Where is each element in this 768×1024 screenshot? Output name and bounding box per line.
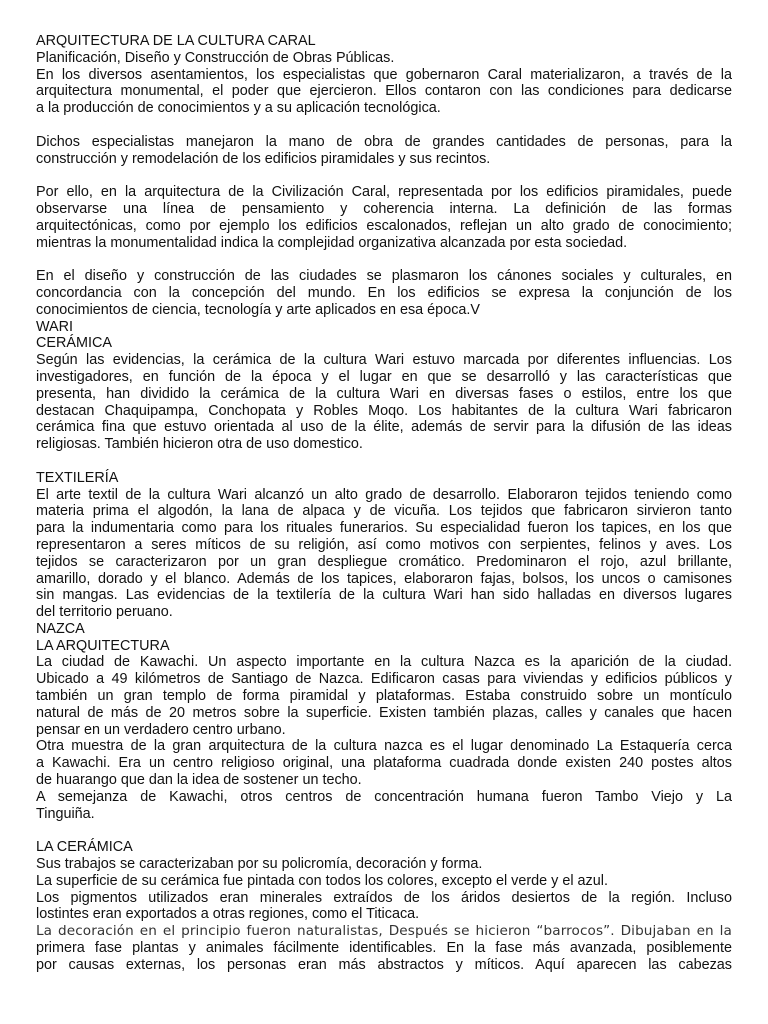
text-line: La ciudad de Kawachi. Un aspecto importante en la cultura Nazca es la aparición de la ciudad.	[36, 654, 732, 671]
text-line: En los diversos asentamientos, los especialistas que gobernaron Caral materializaron, a través de la	[36, 66, 732, 83]
text-line: mientras la monumentalidad indica la complejidad organizativa alcanzada por esta sociedad.	[36, 234, 628, 251]
text-line: Otra muestra de la gran arquitectura de la cultura nazca es el lugar denominado La Estaquería cerca	[36, 738, 732, 755]
text-line: observarse una línea de pensamiento y coherencia interna. La definición de las formas	[36, 200, 732, 217]
text-line: presenta, han dividido la cerámica de la cultura Wari en diversas fases o estilos, entre los que	[36, 385, 732, 402]
paragraph-spacer	[36, 251, 732, 268]
text-line: por causas externas, los personas eran más abstractos y míticos. Aquí aparecen las cabezas	[36, 956, 732, 973]
paragraph-nazca-ceramica-1	[36, 856, 732, 873]
heading-textileria	[36, 470, 732, 487]
text-line: amarillo, dorado y el blanco. Además de los tapices, elaboraron fajas, bolsos, los uncos o camisones	[36, 570, 732, 587]
title-caral	[36, 33, 732, 50]
text-line: Planificación, Diseño y Construcción de Obras Públicas.	[36, 49, 395, 66]
paragraph-nazca-3	[36, 789, 732, 823]
paragraph-spacer	[36, 167, 732, 184]
document-page	[36, 33, 732, 974]
text-line: arquitectónicas, como por ejemplo los edificios escalonados, reflejan un alto grado de conocimiento;	[36, 217, 732, 234]
paragraph-nazca-ceramica-3	[36, 890, 732, 924]
text-line: conocimientos de ciencia, tecnología y arte aplicados en esa época.V	[36, 301, 480, 318]
text-line: concordancia con la concepción del mundo. En los edificios se expresa la conjunción de los	[36, 284, 732, 301]
heading-ceramica-wari	[36, 335, 732, 352]
text-line: a la producción de conocimientos y a su aplicación tecnológica.	[36, 100, 441, 117]
paragraph-nazca-1	[36, 654, 732, 738]
text-line: Sus trabajos se caracterizaban por su policromía, decoración y forma.	[36, 856, 483, 873]
paragraph-spacer	[36, 822, 732, 839]
text-line: NAZCA	[36, 620, 85, 637]
text-line: Por ello, en la arquitectura de la Civilización Caral, representada por los edificios piramidales, puede	[36, 184, 732, 201]
subtitle-planificacion	[36, 50, 732, 67]
text-line: Tinguiña.	[36, 805, 95, 822]
text-line: también un gran templo de forma piramidal y plataformas. Estaba construido sobre un montículo	[36, 688, 732, 705]
text-line: destacan Chaquipampa, Conchopata y Robles Moqo. Los habitantes de la cultura Wari fabricaron	[36, 402, 732, 419]
paragraph-nazca-ceramica-4	[36, 923, 732, 973]
text-line: para la indumentaria como para los rituales funerarios. Su especialidad fueron los tapices, en los que	[36, 520, 732, 537]
text-line: materia prima el algodón, la lana de alpaca y de vicuña. Los tejidos que fabricaron sirvieron tanto	[36, 503, 732, 520]
text-line: La decoración en el principio fueron naturalistas, Después se hicieron “barrocos”. Dibujaban en la	[36, 923, 732, 940]
text-line: primera fase plantas y animales fácilmente identificables. En la fase más avanzada, posiblemente	[36, 940, 732, 957]
paragraph-nazca-2	[36, 738, 732, 788]
paragraph-caral-2	[36, 134, 732, 168]
text-line: La superficie de su cerámica fue pintada con todos los colores, excepto el verde y el azul.	[36, 872, 608, 889]
text-line: arquitectura monumental, el poder que ejercieron. Ellos contaron con las condiciones para dedicarse	[36, 83, 732, 100]
text-line: Según las evidencias, la cerámica de la cultura Wari estuvo marcada por diferentes influencias. Los	[36, 352, 732, 369]
text-line: ARQUITECTURA DE LA CULTURA CARAL	[36, 33, 316, 49]
paragraph-caral-1	[36, 67, 732, 117]
text-line: Dichos especialistas manejaron la mano de obra de grandes cantidades de personas, para la	[36, 133, 732, 150]
text-line: CERÁMICA	[36, 335, 112, 352]
paragraph-wari-ceramica	[36, 352, 732, 453]
text-line: cerámica fina que estuvo orientada al uso de la élite, además de servir para la difusión de las ideas	[36, 419, 732, 436]
text-line: a Kawachi. Era un centro religioso original, una plataforma cuadrada donde existen 240 postes altos	[36, 755, 732, 772]
paragraph-nazca-ceramica-2	[36, 873, 732, 890]
paragraph-caral-4	[36, 268, 732, 318]
text-line: pensar en un verdadero centro urbano.	[36, 721, 286, 738]
heading-wari	[36, 319, 732, 336]
text-line: A semejanza de Kawachi, otros centros de concentración humana fueron Tambo Viejo y La	[36, 788, 732, 805]
heading-arquitectura-nazca	[36, 638, 732, 655]
text-line: WARI	[36, 318, 74, 335]
paragraph-spacer	[36, 117, 732, 134]
text-line: Ubicado a 49 kilómetros de Santiago de Nazca. Edificaron casas para viviendas y edificios públicos y	[36, 671, 732, 688]
text-line: sin mangas. Las evidencias de la textilería de la cultura Wari han sido halladas en diversos lugares	[36, 587, 732, 604]
text-line: natural de más de 20 metros sobre la superficie. Existen también plazas, calles y canales que hacen	[36, 704, 732, 721]
text-line: En el diseño y construcción de las ciudades se plasmaron los cánones sociales y culturales, en	[36, 268, 732, 285]
text-line: tejidos se caracterizaron por un gran despliegue cromático. Predominaron el rojo, azul brillante,	[36, 553, 732, 570]
text-line: Los pigmentos utilizados eran minerales extraídos de los áridos desiertos de la región. Incluso	[36, 889, 732, 906]
paragraph-caral-3	[36, 184, 732, 251]
heading-nazca	[36, 621, 732, 638]
text-line: construcción y remodelación de los edificios piramidales y sus recintos.	[36, 150, 491, 167]
text-line: del territorio peruano.	[36, 604, 173, 621]
text-line: religiosas. También hicieron otra de uso domestico.	[36, 436, 363, 453]
paragraph-textileria	[36, 487, 732, 621]
text-line: investigadores, en función de la época y el lugar en que se desarrolló y las características que	[36, 368, 732, 385]
text-line: El arte textil de la cultura Wari alcanzó un alto grado de desarrollo. Elaboraron tejidos teniendo como	[36, 486, 732, 503]
paragraph-spacer	[36, 453, 732, 470]
heading-ceramica-nazca	[36, 839, 732, 856]
text-line: lostintes eran exportados a otras regiones, como el Titicaca.	[36, 906, 420, 923]
text-line: de huarango que dan la idea de sostener un techo.	[36, 772, 362, 789]
text-line: LA ARQUITECTURA	[36, 637, 170, 654]
text-line: TEXTILERÍA	[36, 469, 119, 486]
text-line: representaron a seres míticos de su religión, así como motivos con serpientes, felinos y aves. Los	[36, 536, 732, 553]
text-line: LA CERÁMICA	[36, 839, 133, 856]
